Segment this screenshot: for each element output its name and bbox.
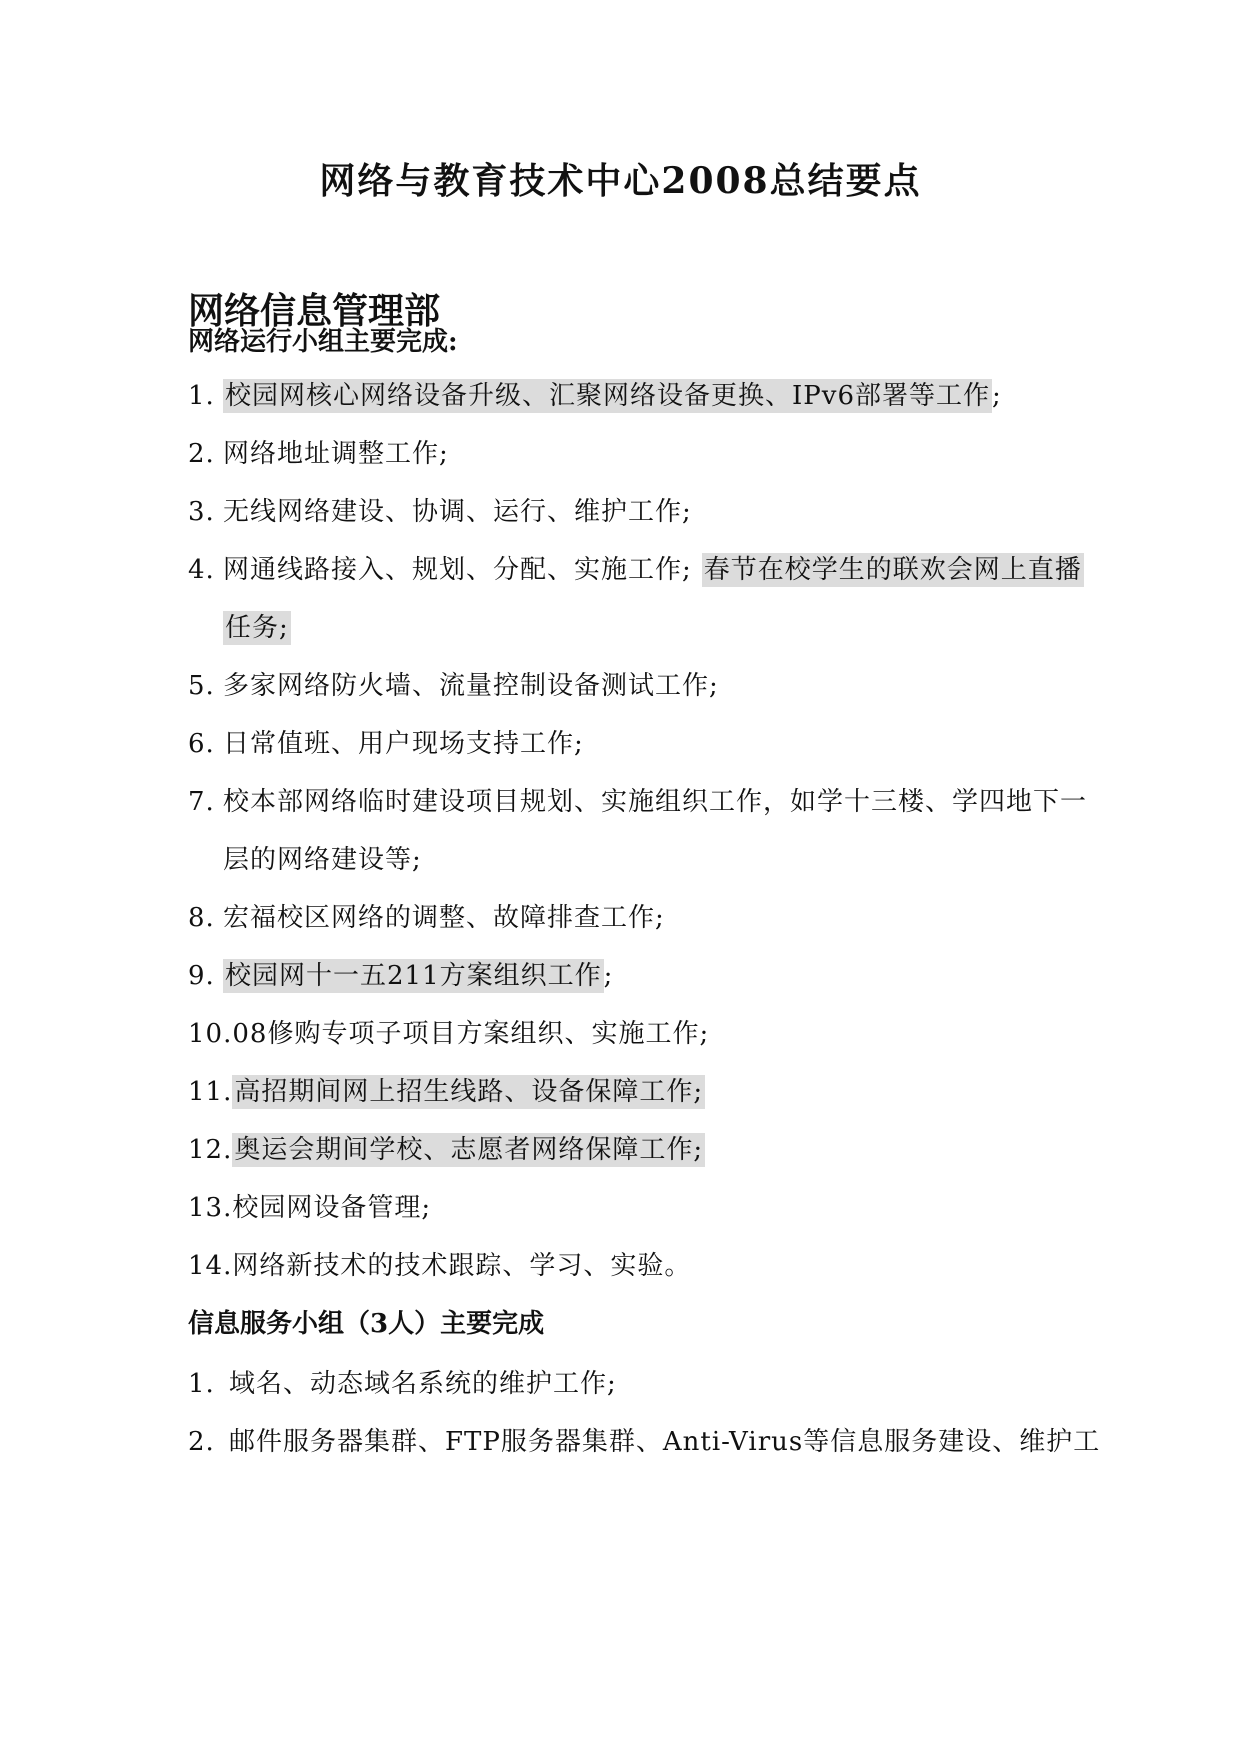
- item-text: 08修购专项子项目方案组织、实施工作;: [232, 1019, 710, 1049]
- item-text-highlighted: 任务;: [225, 613, 289, 643]
- item-text: 宏福校区网络的调整、故障排查工作;: [223, 903, 665, 933]
- group-heading-info-services: 信息服务小组（3人）主要完成: [188, 1309, 545, 1339]
- list-item: [188, 1012, 709, 1056]
- section-heading: 网络信息管理部: [188, 290, 441, 332]
- list-item: [188, 1362, 617, 1406]
- item-text: 校园网设备管理;: [232, 1193, 432, 1223]
- item-text-highlighted: 校园网核心网络设备升级、汇聚网络设备更换、IPv6部署等工作: [225, 381, 990, 411]
- item-text-highlighted: 高招期间网上招生线路、设备保障工作;: [234, 1077, 704, 1107]
- item-text: 网络新技术的技术跟踪、学习、实验。: [232, 1251, 692, 1281]
- item-text: 层的网络建设等;: [223, 845, 422, 875]
- item-number: 11.: [188, 1077, 233, 1107]
- list-item: [188, 896, 665, 940]
- list-item: [188, 490, 692, 534]
- list-item: [188, 1128, 705, 1172]
- item-text: 域名、动态域名系统的维护工作;: [229, 1369, 617, 1399]
- item-number: 4.: [188, 555, 215, 585]
- item-number: 6.: [188, 729, 215, 759]
- item-number: 10.: [188, 1019, 233, 1049]
- item-number: 5.: [188, 671, 215, 701]
- list-item: [188, 548, 1084, 592]
- item-number: 7.: [188, 787, 215, 817]
- item-number: 12.: [188, 1135, 233, 1165]
- item-number: 13.: [188, 1193, 233, 1223]
- item-text: 日常值班、用户现场支持工作;: [223, 729, 584, 759]
- item-number: 2.: [188, 439, 215, 469]
- item-text-highlighted: 春节在校学生的联欢会网上直播: [703, 555, 1082, 585]
- list-item: [188, 1244, 691, 1288]
- item-text: ;: [992, 381, 1002, 411]
- item-text: ;: [603, 961, 614, 991]
- item-number: 2.: [188, 1427, 215, 1457]
- group-heading-network-ops: 网络运行小组主要完成:: [188, 327, 458, 357]
- item-text: 无线网络建设、协调、运行、维护工作;: [223, 497, 692, 527]
- list-item: [188, 722, 584, 766]
- list-item-continuation: [223, 838, 422, 882]
- item-text-highlighted: 校园网十一五211方案组织工作: [225, 961, 602, 991]
- list-item: [188, 374, 1002, 418]
- item-text: 校本部网络临时建设项目规划、实施组织工作，如学十三楼、学四地下一: [223, 787, 1088, 817]
- item-text: 网通线路接入、规划、分配、实施工作;: [223, 555, 692, 585]
- item-text: 网络地址调整工作;: [223, 439, 449, 469]
- item-number: 1.: [188, 1369, 215, 1399]
- list-item-continuation: [223, 606, 291, 650]
- list-item: [188, 1186, 431, 1230]
- list-item: [188, 664, 719, 708]
- document-title: 网络与教育技术中心2008总结要点: [319, 160, 922, 202]
- list-item: [188, 432, 449, 476]
- item-number: 14.: [188, 1251, 233, 1281]
- item-number: 1.: [188, 381, 215, 411]
- list-item: [188, 1070, 705, 1114]
- item-text: 多家网络防火墙、流量控制设备测试工作;: [223, 671, 719, 701]
- item-number: 9.: [188, 961, 215, 991]
- list-item: [188, 780, 1087, 824]
- list-item: [188, 1420, 1100, 1464]
- item-number: 8.: [188, 903, 215, 933]
- list-item: [188, 954, 613, 998]
- item-text-highlighted: 奥运会期间学校、志愿者网络保障工作;: [234, 1135, 704, 1165]
- item-number: 3.: [188, 497, 215, 527]
- item-text: 邮件服务器集群、FTP服务器集群、Anti-Virus等信息服务建设、维护工: [229, 1427, 1101, 1457]
